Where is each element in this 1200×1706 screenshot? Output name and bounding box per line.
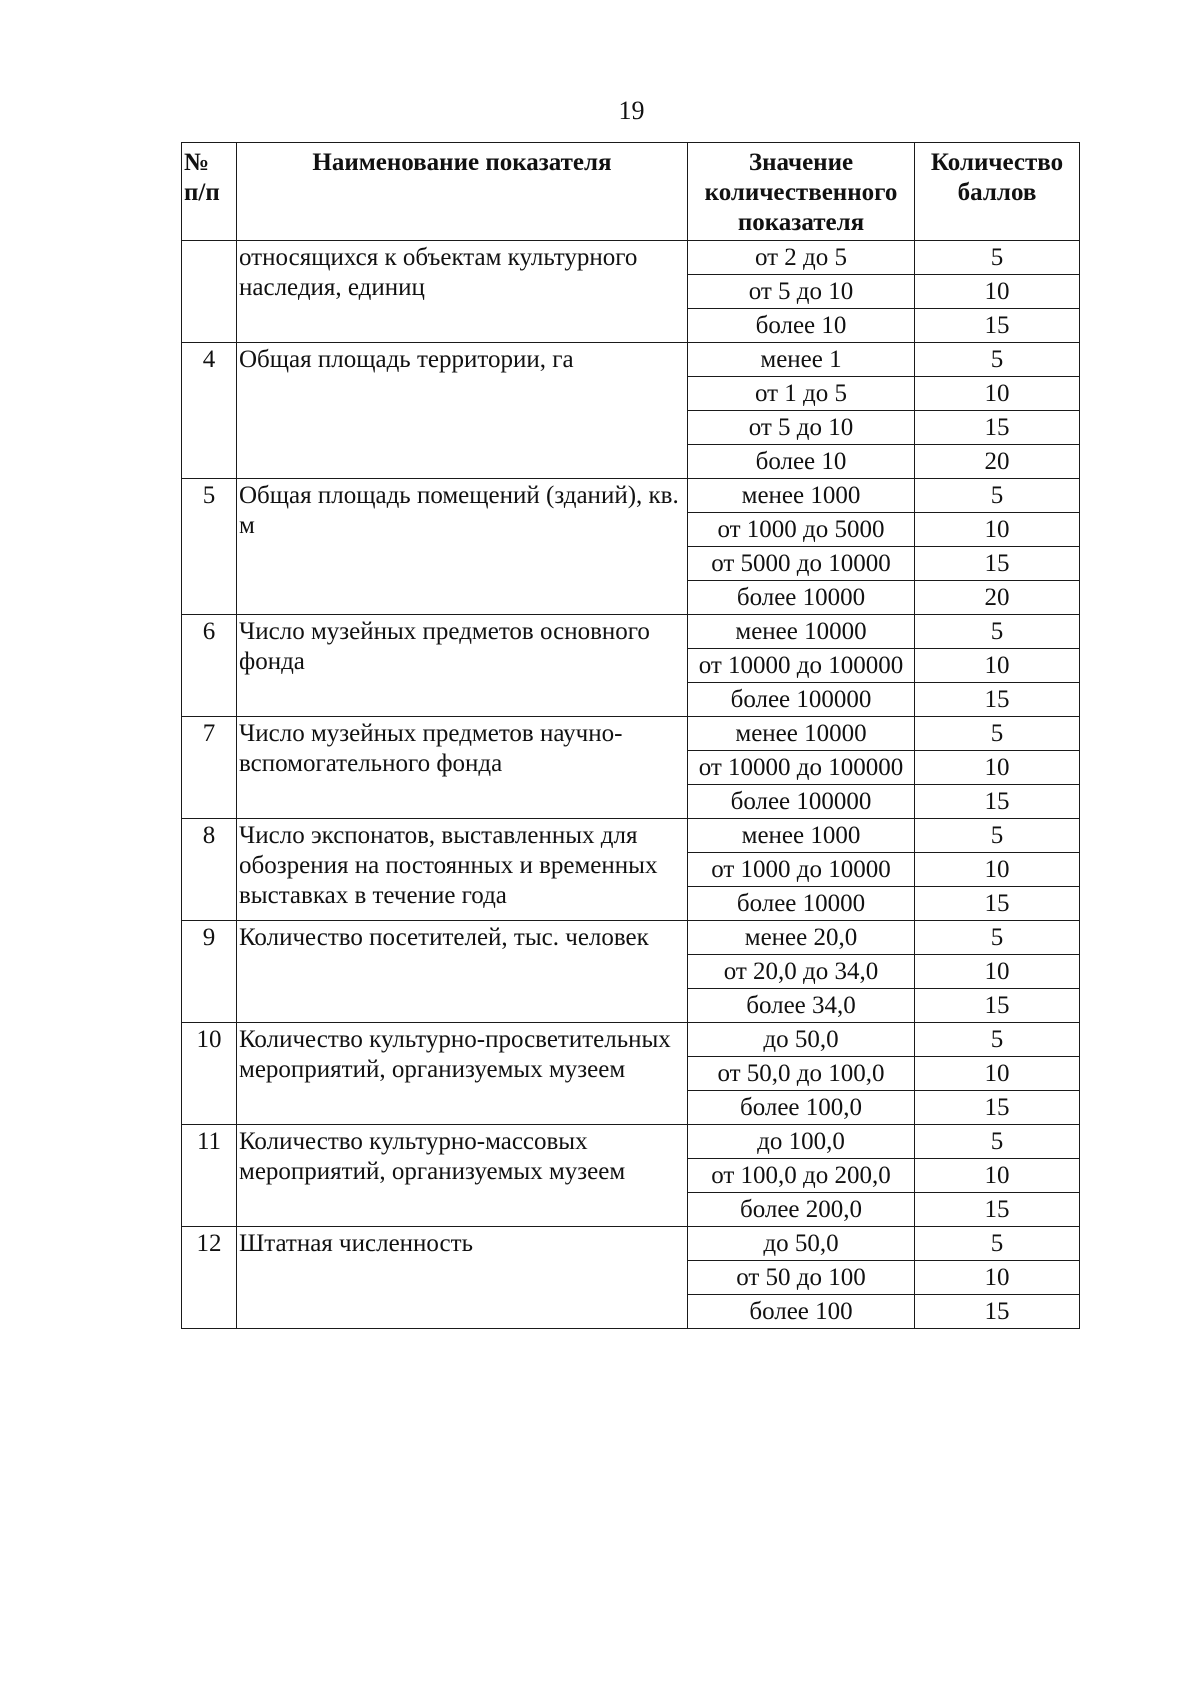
criteria-table — [181, 142, 1080, 1329]
indicator-name: Число музейных предметов основного фонда — [237, 615, 688, 717]
header-num: № п/п — [182, 143, 237, 241]
indicator-name: относящихся к объектам культурного наследия, единиц — [237, 241, 688, 343]
table-row — [182, 921, 1080, 955]
indicator-points: 15 — [915, 887, 1080, 921]
indicator-value: менее 20,0 — [688, 921, 915, 955]
row-number: 12 — [182, 1227, 237, 1329]
indicator-points: 10 — [915, 377, 1080, 411]
indicator-name: Число экспонатов, выставленных для обозрения на постоянных и временных выставках в течение года — [237, 819, 688, 921]
indicator-value: менее 10000 — [688, 615, 915, 649]
indicator-value: от 5000 до 10000 — [688, 547, 915, 581]
indicator-points: 5 — [915, 241, 1080, 275]
row-number: 9 — [182, 921, 237, 1023]
indicator-points: 15 — [915, 1295, 1080, 1329]
indicator-value: от 100,0 до 200,0 — [688, 1159, 915, 1193]
table-row — [182, 241, 1080, 275]
indicator-value: менее 1 — [688, 343, 915, 377]
table-body — [182, 241, 1080, 1329]
indicator-value: более 10 — [688, 445, 915, 479]
indicator-points: 5 — [915, 717, 1080, 751]
row-number: 7 — [182, 717, 237, 819]
indicator-points: 10 — [915, 751, 1080, 785]
row-number: 11 — [182, 1125, 237, 1227]
indicator-points: 20 — [915, 445, 1080, 479]
indicator-value: от 1000 до 5000 — [688, 513, 915, 547]
row-number: 6 — [182, 615, 237, 717]
indicator-value: более 200,0 — [688, 1193, 915, 1227]
indicator-points: 5 — [915, 615, 1080, 649]
indicator-points: 15 — [915, 1193, 1080, 1227]
indicator-value: более 34,0 — [688, 989, 915, 1023]
row-number: 4 — [182, 343, 237, 479]
indicator-value: более 10000 — [688, 581, 915, 615]
indicator-points: 10 — [915, 275, 1080, 309]
indicator-name: Количество посетителей, тыс. человек — [237, 921, 688, 1023]
indicator-points: 10 — [915, 1057, 1080, 1091]
indicator-value: от 1000 до 10000 — [688, 853, 915, 887]
table-row — [182, 1023, 1080, 1057]
indicator-points: 15 — [915, 547, 1080, 581]
indicator-points: 15 — [915, 989, 1080, 1023]
table-row — [182, 1227, 1080, 1261]
indicator-points: 10 — [915, 649, 1080, 683]
header-points: Количество баллов — [915, 143, 1080, 241]
indicator-value: более 100,0 — [688, 1091, 915, 1125]
header-name: Наименование показателя — [237, 143, 688, 241]
table-row — [182, 717, 1080, 751]
indicator-value: от 1 до 5 — [688, 377, 915, 411]
indicator-name: Количество культурно-массовых мероприятий, организуемых музеем — [237, 1125, 688, 1227]
indicator-points: 15 — [915, 411, 1080, 445]
indicator-points: 15 — [915, 309, 1080, 343]
indicator-name: Общая площадь территории, га — [237, 343, 688, 479]
indicator-value: от 20,0 до 34,0 — [688, 955, 915, 989]
indicator-name: Число музейных предметов научно-вспомогательного фонда — [237, 717, 688, 819]
table-row — [182, 819, 1080, 853]
indicator-value: более 100000 — [688, 785, 915, 819]
row-number: 5 — [182, 479, 237, 615]
indicator-value: от 5 до 10 — [688, 275, 915, 309]
indicator-value: до 100,0 — [688, 1125, 915, 1159]
row-number: 10 — [182, 1023, 237, 1125]
indicator-value: более 10000 — [688, 887, 915, 921]
table-row — [182, 1125, 1080, 1159]
indicator-value: от 10000 до 100000 — [688, 649, 915, 683]
indicator-points: 10 — [915, 1159, 1080, 1193]
indicator-value: менее 1000 — [688, 479, 915, 513]
indicator-value: от 50,0 до 100,0 — [688, 1057, 915, 1091]
indicator-points: 15 — [915, 785, 1080, 819]
table-header-row — [182, 143, 1080, 241]
header-value: Значение количественного показателя — [688, 143, 915, 241]
indicator-points: 10 — [915, 513, 1080, 547]
row-number — [182, 241, 237, 343]
indicator-points: 20 — [915, 581, 1080, 615]
page-number: 19 — [618, 96, 645, 125]
indicator-points: 15 — [915, 683, 1080, 717]
indicator-name: Общая площадь помещений (зданий), кв. м — [237, 479, 688, 615]
indicator-points: 5 — [915, 1227, 1080, 1261]
indicator-points: 10 — [915, 1261, 1080, 1295]
indicator-value: до 50,0 — [688, 1227, 915, 1261]
indicator-value: более 100000 — [688, 683, 915, 717]
indicator-name: Штатная численность — [237, 1227, 688, 1329]
indicator-points: 10 — [915, 853, 1080, 887]
table-row — [182, 479, 1080, 513]
indicator-value: более 10 — [688, 309, 915, 343]
indicator-value: менее 10000 — [688, 717, 915, 751]
table-row — [182, 615, 1080, 649]
indicator-points: 5 — [915, 1023, 1080, 1057]
indicator-points: 5 — [915, 479, 1080, 513]
indicator-name: Количество культурно-просветительных мероприятий, организуемых музеем — [237, 1023, 688, 1125]
indicator-points: 15 — [915, 1091, 1080, 1125]
indicator-value: от 50 до 100 — [688, 1261, 915, 1295]
row-number: 8 — [182, 819, 237, 921]
table-row — [182, 343, 1080, 377]
indicator-value: менее 1000 — [688, 819, 915, 853]
indicator-points: 5 — [915, 921, 1080, 955]
indicator-points: 10 — [915, 955, 1080, 989]
indicator-value: от 5 до 10 — [688, 411, 915, 445]
indicator-points: 5 — [915, 343, 1080, 377]
indicator-value: от 2 до 5 — [688, 241, 915, 275]
indicator-points: 5 — [915, 819, 1080, 853]
indicator-value: от 10000 до 100000 — [688, 751, 915, 785]
indicator-value: более 100 — [688, 1295, 915, 1329]
indicator-points: 5 — [915, 1125, 1080, 1159]
indicator-value: до 50,0 — [688, 1023, 915, 1057]
